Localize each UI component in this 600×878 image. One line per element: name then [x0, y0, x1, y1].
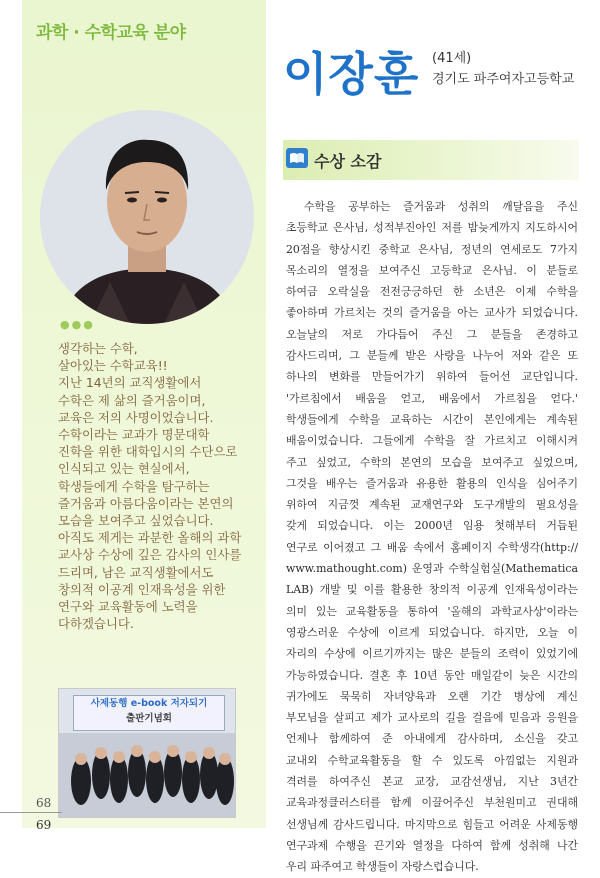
- speech-line: 하여금 오락실을 전전긍긍하던 한 소년은 이제 수학을: [286, 285, 578, 299]
- page-number-right: 69: [36, 818, 52, 832]
- speech-line: 학생들에게 수학을 교육하는 시간이 본인에게는 계속된: [286, 412, 578, 426]
- quote-line: 수학은 제 삶의 즐거움이며,: [58, 392, 206, 408]
- page-number-left: 68: [36, 796, 52, 810]
- speech-line: 주고 싶었고, 수학의 본연의 모습을 보여주고 싶었으며,: [286, 455, 578, 469]
- speech-line: '가르침에서 배움을 얻고, 배움에서 가르침을 얻다.': [286, 391, 578, 405]
- quote-line: 진학을 위한 대학입시의 수단으로: [58, 444, 238, 460]
- speech-line: 자리의 수상에 이르기까지는 많은 분들의 조력이 있었기에: [286, 647, 578, 661]
- quote-line: 교육은 저의 사명이었습니다.: [58, 409, 214, 425]
- quote-line: 교사상 수상에 깊은 감사의 인사를: [58, 547, 242, 563]
- quote-line: 생각하는 수학,: [58, 341, 138, 356]
- speech-line: 교육과정클러스터를 함께 이끌어주신 부천원미고 권대해: [286, 796, 578, 810]
- person-name: 이장훈: [283, 47, 420, 101]
- quote-line: 드리며, 남은 교직생활에서도: [58, 564, 214, 580]
- section-title: 수상 소감: [314, 152, 382, 171]
- speech-line: 언제나 함께하여 준 아내에게 감사하며, 소신을 갖고: [286, 732, 578, 746]
- speech-line: 가능하였습니다. 결혼 후 10년 동안 매일같이 늦은 시간의: [286, 668, 578, 682]
- speech-line: 수학을 공부하는 즐거움과 성취의 깨달음을 주신: [304, 200, 578, 213]
- speech-line: 연구과제 수행을 끈기와 열정을 다하여 함께 성취해 나간: [286, 838, 578, 852]
- speech-line: 배움이었습니다. 그들에게 수학을 잘 가르치고 이해시켜: [286, 434, 578, 448]
- category-label: 과학 · 수학교육 분야: [36, 23, 186, 43]
- speech-line: 초등학교 은사님, 성적부진아인 저를 밤늦게까지 지도하시어: [286, 221, 578, 235]
- quote-line: 창의적 이공계 인재육성을 위한: [58, 581, 226, 597]
- speech-line: 교내외 수학교육활동을 할 수 있도록 아낌없는 지원과: [286, 753, 578, 767]
- quote-text: [58, 340, 258, 632]
- event-banner-line2: 출판기념회: [126, 713, 172, 724]
- event-banner-line1: 사제동행 e-book 저자되기: [90, 698, 208, 709]
- speech-line: 갖게 되었습니다. 이는 2000년 임용 첫해부터 거듭된: [286, 519, 578, 533]
- speech-line: 귀가에도 묵묵히 자녀양육과 오랜 기간 병상에 계신: [286, 689, 578, 703]
- event-banner: [73, 695, 225, 731]
- portrait-photo: [40, 110, 254, 324]
- quote-line: 즐거움과 아름다움이라는 본연의: [58, 495, 234, 511]
- speech-line: 오늘날의 저로 가다듬어 주신 그 분들을 존경하고: [286, 327, 578, 341]
- speech-line: 부모님을 살피고 제가 교사로의 길을 걸음에 믿음과 응원을: [286, 711, 578, 725]
- book-icon: [286, 148, 308, 168]
- quote-line: 인식되고 있는 현실에서,: [58, 461, 190, 477]
- quote-line: 수학이라는 교과가 명문대학: [58, 427, 210, 443]
- speech-line: 감사드리며, 그 분들께 받은 사랑을 나누어 저와 같은 또: [286, 349, 578, 363]
- speech-line: 연구로 이어졌고 그 배움 속에서 홈페이지 수학생각(http://: [286, 540, 578, 554]
- speech-line: 우리 파주여고 학생들이 자랑스럽습니다.: [286, 860, 479, 874]
- quote-line: 지난 14년의 교직생활에서: [58, 375, 202, 391]
- speech-line: 20점을 향상시킨 중학교 은사님, 정년의 연세로도 7가지: [286, 242, 578, 256]
- person-school: 경기도 파주여자고등학교: [432, 72, 575, 87]
- speech-line: 위하여 지금껏 계속된 교재연구와 도구개발의 필요성을: [286, 498, 578, 512]
- speech-line: 목소리의 열정을 보여주신 고등학교 은사님. 이 분들로: [286, 263, 578, 277]
- quote-dots: ●●●: [60, 318, 95, 331]
- quote-line: 연구와 교육활동에 노력을: [58, 599, 198, 615]
- speech-line: 좋아하며 가르치는 것의 즐거움을 아는 교사가 되었습니다.: [286, 306, 578, 320]
- speech-line: 그것을 배우는 즐거움과 유용한 활용의 인식을 심어주기: [286, 476, 578, 490]
- speech-line: 하나의 변화를 만들어가기 위하여 들어선 교단입니다.: [286, 370, 578, 384]
- quote-line: 모습을 보여주고 싶었습니다.: [58, 513, 214, 529]
- speech-line: www.mathought.com) 운영과 수학실험실(Mathematica: [286, 562, 578, 576]
- speech-line: 의미 있는 교육활동을 통하여 '올해의 과학교사상'이라는: [286, 604, 578, 618]
- quote-line: 살아있는 수학교육!!: [58, 358, 168, 374]
- quote-line: 다하겠습니다.: [58, 616, 134, 632]
- event-photo: [58, 688, 236, 818]
- speech-line: 격려를 하여주신 본교 교장, 교감선생님, 지난 3년간: [286, 775, 578, 789]
- person-age: (41세): [432, 51, 472, 66]
- speech-line: 선생님께 감사드립니다. 마지막으로 힘들고 어려운 사제동행: [286, 817, 578, 831]
- quote-line: 아직도 제게는 과분한 올해의 과학: [58, 530, 242, 546]
- speech-line: 영광스러운 수상에 이르게 되었습니다. 하지만, 오늘 이: [286, 625, 578, 639]
- quote-line: 학생들에게 수학을 탐구하는: [58, 478, 210, 494]
- award-speech: [286, 196, 578, 878]
- speech-line: LAB) 개발 및 이를 활용한 창의적 이공계 인재육성이라는: [286, 583, 578, 597]
- page-divider: [0, 812, 62, 813]
